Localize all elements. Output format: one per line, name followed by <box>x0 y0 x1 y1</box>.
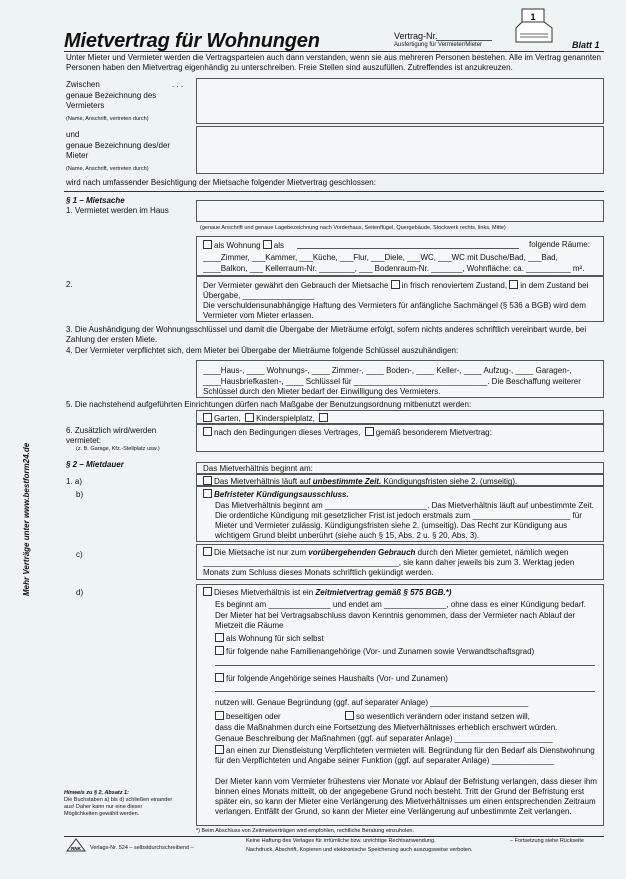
option-d-box <box>196 584 604 826</box>
dienstleistung-label[interactable]: an einen zur Dienstleistung Verpflichteten vermieten will. Begründung für den Bedarf als Dienstwohnung für den Verpflichteten und Angabe seiner Funktion (ggf. auf separater Anlage) ______________ <box>215 746 595 765</box>
s1-p6-label: 6. Zusätzlich wird/werden vermietet: <box>66 426 157 445</box>
s2-heading: § 2 – Mietdauer <box>66 460 124 469</box>
parties-after-text: wird nach umfassender Besichtigung der Mietsache folgender Mietvertrag geschlossen: <box>66 178 376 187</box>
ausfertigung-label: Ausfertigung für Vermieter/Mieter <box>394 42 483 48</box>
option-d-bold: Zeitmietvertrag gemäß § 575 BGB.*) <box>315 588 452 597</box>
s2-a-label: 1. a) <box>66 477 83 486</box>
option-c-bold: vorübergehenden Gebrauch <box>308 548 416 557</box>
option-a-checkbox[interactable] <box>203 476 212 485</box>
haus-address-hint: (genaue Anschrift und genaue Lagebezeichnung nach Vorderhaus, Seitenflügel, Quergebäude, Stockwerk rechts, links, Mitte) <box>200 225 506 231</box>
beseitigen-checkbox[interactable] <box>215 711 224 720</box>
begin-box[interactable] <box>196 462 604 474</box>
page-title: Mietvertrag für Wohnungen <box>64 30 320 52</box>
option-d-line-1[interactable]: Es beginnt am ______________ und endet am ______________, ohne dass es einer Kündigung bedarf. <box>215 600 586 609</box>
s1-p3-text: 3. Die Aushändigung der Wohnungsschlüssel und damit die Übergabe der Mieträume erfolgt, sofern nichts anderes schriftlich vereinbart wurde, bei Zahlung der ersten Miete. <box>66 325 587 344</box>
p2-text1: Der Vermieter gewährt den Gebrauch der Mietsache <box>203 281 389 290</box>
rooms-row-1[interactable]: Zimmer, ___Kammer, ___Küche, ___Flur, ___Diele, ___WC, ___WC mit Dusche/Bad, ___Bad, <box>220 253 558 262</box>
beseitigen-label: beseitigen oder <box>226 712 281 721</box>
footer-divider <box>64 836 604 837</box>
vermieter-hint: (Name, Anschrift, vertreten durch) <box>66 116 149 122</box>
hinweis-title: Hinweis zu § 2, Absatz 1: <box>64 790 129 796</box>
keys-row-2[interactable]: Hausbriefkasten-, ____ Schlüssel für ______________________________. Die Beschaffung weiterer Schlüssel durch den Mieter bedarf der Einwilligung des Vermieters. <box>203 377 581 396</box>
frisch-renoviert-checkbox[interactable] <box>391 280 400 289</box>
vermieter-label: genaue Bezeichnung des Vermieters <box>66 91 157 110</box>
eigennutzung-label: als Wohnung für sich selbst <box>226 634 324 643</box>
zustand-box: Der Vermieter gewährt den Gebrauch der Mietsache in frisch renoviertem Zustand, in dem Zustand bei Übergabe, ________________ Die verschuldensunabhängige Haftung des Vermieters für anfängliche Sachmängel (§ 536 a BGB) wird dem Vermieter vom Mieter erlassen. <box>196 276 604 322</box>
option-a-post: Kündigungsfristen siehe 2. (umseitig). <box>383 477 518 486</box>
intro-text: Unter Mieter und Vermieter werden die Vertragsparteien auch dann verstanden, wenn sie aus mehreren Personen bestehen. Alle im Vertrag genannten Personen haben den Mietvertrag eigenhändig zu unterschreiben. Freie Stellen sind auszufüllen. Zutreffendes ist anzukreuzen. <box>66 53 601 72</box>
zusaetzlich-box <box>196 424 604 452</box>
dots: . . . <box>172 80 184 89</box>
option-b-title: Befristeter Kündigungsausschluss. <box>214 490 349 499</box>
option-b-checkbox[interactable] <box>203 489 212 498</box>
option-d-line-2: Der Mieter hat bei Vertragsabschluss davon Kenntnis genommen, dass der Vermieter nach Ablauf der Mietzeit die Räume <box>215 611 576 630</box>
s1-p2-label: 2. <box>66 280 73 289</box>
haus-address-field[interactable] <box>196 200 604 222</box>
mieter-field[interactable] <box>196 126 604 174</box>
option-d-line-4: dass die Maßnahmen durch eine Fortsetzung des Mietverhältnisses erheblich erschwert würden. <box>215 723 558 732</box>
als-field[interactable] <box>297 248 519 249</box>
besonderer-mietvertrag-label: gemäß besonderem Mietvertrag: <box>375 428 492 437</box>
s2-d-label: d) <box>76 588 84 597</box>
nachdruck-text: Nachdruck, Abschrift, Kopieren und elektronische Speicherung auch auszugsweise verboten. <box>246 847 473 853</box>
haftung-text: Die verschuldensunabhängige Haftung des Vermieters für anfängliche Sachmängel (§ 536 a BGB) wird dem Vermieter vom Mieter erlassen. <box>203 301 586 320</box>
option-b-line-1[interactable]: Das Mietverhältnis beginnt am _______________________. Das Mietverhältnis läuft auf unbestimmte Zeit. <box>215 501 594 510</box>
s2-b-label: b) <box>76 490 84 499</box>
haushaltsangehoerige-field[interactable] <box>215 691 595 692</box>
option-c-box <box>196 544 604 580</box>
zwischen-label: Zwischen <box>66 80 100 89</box>
bedingungen-label: nach den Bedingungen dieses Vertrages, <box>214 428 361 437</box>
einrichtungen-box <box>196 410 604 424</box>
zustand-uebergabe-checkbox[interactable] <box>509 280 518 289</box>
option-d-pre: Dieses Mietverhältnis ist ein <box>214 588 314 597</box>
eigennutzung-checkbox[interactable] <box>215 633 224 642</box>
s1-p6-hint: (z. B. Garage, Kfz.-Stellplatz usw.) <box>76 446 160 452</box>
other-einrichtung-checkbox[interactable] <box>319 413 328 422</box>
kinderspielplatz-label: Kinderspielplatz, <box>256 414 315 423</box>
als-label: als <box>273 241 285 250</box>
blatt-label: Blatt 1 <box>572 40 600 50</box>
hinweis-text: Die Buchstaben a) bis d) schließen einander aus! Daher kann nur eine dieser Möglichkeiten gewählt werden. <box>64 797 173 817</box>
fortsetzung-text: – Fortsetzung siehe Rückseite <box>510 838 584 844</box>
publisher-logo-icon <box>66 838 86 852</box>
sidebar-url-text[interactable]: Mehr Verträge unter www.bestform24.de <box>22 442 31 596</box>
haftung-verlag: Keine Haftung des Verlages für irrtümliche bzw. unrichtige Rechtsanwendung. <box>246 838 436 844</box>
s1-p1-label: 1. Vermietet werden im Haus <box>66 206 169 215</box>
keys-row-1[interactable]: Haus-, ____ Wohnungs-, ____ Zimmer-, ____ Boden-, ____ Keller-, ____ Aufzug-, ____ Garagen-, <box>220 366 572 375</box>
tray-number: 1 <box>530 12 536 22</box>
vermieter-field[interactable] <box>196 78 604 124</box>
als-wohnung-label: als Wohnung <box>214 241 261 250</box>
veraendern-checkbox[interactable] <box>345 711 354 720</box>
haushaltsangehoerige-label: für folgende Angehörige seines Haushalts (Vor- und Zunamen) <box>226 674 448 683</box>
s1-p5-text: 5. Die nachstehend aufgeführten Einrichtungen dürfen nach Maßgabe der Benutzungsordnung mitbenutzt werden: <box>66 400 472 409</box>
s2-c-label: c) <box>76 550 83 559</box>
option-b-line-2[interactable]: Die ordentliche Kündigung mit gesetzlicher Frist ist jedoch erstmals zum ______________________ für Mieter und Vermieter zulässig. Kündigungsfristen siehe 2. (umseitig). Das Recht zur Kündigung aus wichtigem Grund bleibt unberührt (siehe auch § 15, Abs. 2 u. § 20, Abs. 3). <box>215 511 582 540</box>
raeume-label: folgende Räume: <box>529 240 590 249</box>
option-c-pre: Die Mietsache ist nur zum <box>214 548 307 557</box>
schluessel-box: ____Haus-, ____ Wohnungs-, ____ Zimmer-, ____ Boden-, ____ Keller-, ____ Aufzug-, ____ Garagen-, ____Hausbriefkasten-, ____ Schlüssel für ______________________________. Die Beschaffung weiterer Schlüssel durch den Mieter bedarf der Einwilligung des Vermieters. <box>196 360 604 398</box>
option-c-checkbox[interactable] <box>203 547 212 556</box>
option-a-pre: Das Mietverhältnis läuft auf <box>214 477 311 486</box>
frisch-renoviert-label: in frisch renoviertem Zustand, <box>401 281 508 290</box>
familienangehoerige-checkbox[interactable] <box>215 646 224 655</box>
garten-label: Garten, <box>214 414 241 423</box>
besonderer-mietvertrag-checkbox[interactable] <box>365 427 374 436</box>
footnote: *) Beim Abschluss von Zeitmietverträgen wird empfohlen, rechtliche Beratung einzuholen. <box>196 828 414 834</box>
vertrag-nr-label: Vertrag-Nr. <box>394 31 438 41</box>
familienangehoerige-label: für folgende nahe Familienangehörige (Vor- und Zunamen sowie Verwandtschaftsgrad) <box>226 647 535 656</box>
divider <box>64 191 604 192</box>
option-d-line-3[interactable]: nutzen will. Genaue Begründung (ggf. auf separater Anlage) ______________________ <box>215 698 529 707</box>
header-divider <box>64 51 604 52</box>
mieter-label: genaue Bezeichnung des/der Mieter <box>66 141 171 160</box>
document-tray-icon <box>512 6 556 46</box>
s1-p4-text: 4. Der Vermieter verpflichtet sich, dem Mieter bei Übergabe der Mieträume folgende Schlüssel auszuhändigen: <box>66 346 459 355</box>
als-checkbox[interactable] <box>263 240 272 249</box>
verlag-nr: Verlags-Nr. 524 – selbstdurchschreibend – <box>90 845 194 851</box>
zustand-uebergabe-label: in dem Zustand bei Übergabe, <box>203 281 589 300</box>
haushaltsangehoerige-checkbox[interactable] <box>215 673 224 682</box>
publisher-logo-text: RNK <box>71 846 81 851</box>
vertrag-nr-field[interactable] <box>436 40 492 41</box>
s1-heading: § 1 – Mietsache <box>66 196 125 205</box>
dienstleistung-checkbox[interactable] <box>215 745 224 754</box>
kinderspielplatz-checkbox[interactable] <box>245 413 254 422</box>
option-a-bold: unbestimmte Zeit. <box>312 477 382 486</box>
option-d-line-5[interactable]: Genaue Beschreibung der Maßnahmen (ggf. auf separater Anlage) ______________________ <box>215 734 553 743</box>
option-d-final: Der Mieter kann vom Vermieter frühestens vier Monate vor Ablauf der Befristung verlangen, dass dieser ihm binnen eines Monats mitteilt, ob der angegebene Grund noch besteht. Tritt der Grund der Befristung erst später ein, so kann der Mieter eine Verlängerung des Mietverhältnisses um einen entsprechenden Zeitraum verlangen. Entfällt der Grund, so kann der Mieter eine Verlängerung auf unbestimmte Zeit verlangen. <box>215 777 597 816</box>
option-c-post[interactable]: durch den Mieter gemietet, nämlich wegen ____________________________________________, sie kann daher jeweils bis zum 3. Werktag jeden Monats zum Schluss dieses Monats schriftlich gekündigt werden. <box>203 548 575 577</box>
option-b-box <box>196 486 604 542</box>
option-a-box <box>196 474 604 486</box>
veraendern-label: so wesentlich verändern oder instand setzen will, <box>356 712 530 721</box>
als-wohnung-checkbox[interactable] <box>203 240 212 249</box>
mieter-hint: (Name, Anschrift, vertreten durch) <box>66 166 149 172</box>
option-d-checkbox[interactable] <box>203 587 212 596</box>
raeume-box: als Wohnung als folgende Räume: ____Zimmer, ___Kammer, ___Küche, ___Flur, ___Diele, ___WC, ___WC mit Dusche/Bad, ___Bad, ____Balkon, ___ Kellerraum-Nr. ________, ___ Bodenraum-Nr. _______, Wohnfläche: ca. __________ m². <box>196 236 604 276</box>
garten-checkbox[interactable] <box>203 413 212 422</box>
und-label: und <box>66 130 80 139</box>
familienangehoerige-field[interactable] <box>215 665 595 666</box>
begin-label: Das Mietverhältnis beginnt am: <box>203 464 313 473</box>
bedingungen-checkbox[interactable] <box>203 427 212 436</box>
rooms-row-2[interactable]: Balkon, ___ Kellerraum-Nr. ________, ___ Bodenraum-Nr. _______, Wohnfläche: ca. __________ m². <box>220 264 585 273</box>
